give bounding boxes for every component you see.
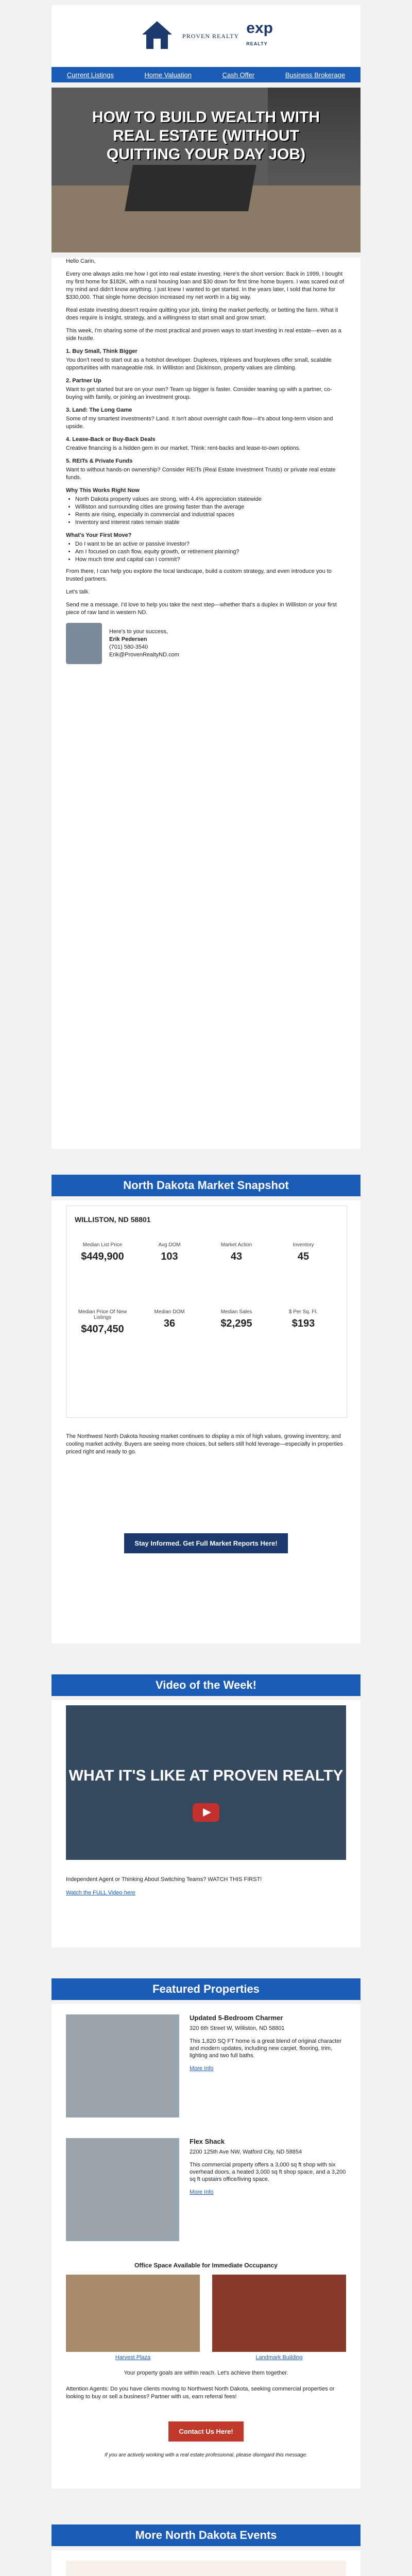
events-title: More North Dakota Events (52, 2524, 360, 2546)
video-title: Video of the Week! (52, 1674, 360, 1696)
property-desc: This 1,820 SQ FT home is a great blend of original character and modern updates, including new carpet, flooring, trim, lighting and two full baths. (190, 2038, 342, 2059)
stat: Median Sales $2,295 (220, 1309, 252, 1329)
property-photo[interactable] (66, 2138, 179, 2241)
list-item: • North Dakota property values are strong, with 4.4% appreciation statewide (75, 496, 346, 503)
nav-business-brokerage[interactable]: Business Brokerage (285, 71, 346, 79)
market-section (52, 1200, 360, 1643)
agent-photo (66, 623, 102, 664)
landmark-link[interactable]: Landmark Building (255, 2354, 303, 2361)
paragraph: This week, I'm sharing some of the most practical and proven ways to start investing in real estate—even as a side hustle. (66, 328, 341, 342)
attention-agents: Attention Agents: Do you have clients moving to Northwest North Dakota, seeking commercial properties or looking to buy or sell a business? Partner with us, earn referral fees! (66, 2386, 335, 2400)
why-list (75, 496, 346, 527)
more-info-link[interactable]: More Info (190, 2065, 214, 2072)
stat: Median DOM 36 (154, 1309, 185, 1329)
sig-name: Erik Pedersen (109, 636, 147, 642)
paragraph: Send me a message. I'd love to help you take the next step—whether that's a duplex in Williston or your first piece of raw land in western ND. (66, 602, 337, 616)
section-text: Creative financing is a hidden gem in our market. Think: rent-backs and lease-to-own options. (66, 445, 301, 451)
property-card (66, 2138, 346, 2257)
property-card (66, 2014, 346, 2133)
section-heading: What's Your First Move? (66, 532, 132, 538)
list-item: • Rents are rising, especially in commercial and industrial spaces (75, 511, 346, 519)
sig-line: Here's to your success, (109, 629, 168, 635)
harvest-plaza-link[interactable]: Harvest Plaza (115, 2354, 151, 2361)
section-heading: Why This Works Right Now (66, 487, 140, 494)
office-text: Your property goals are within reach. Let's achieve them together. (124, 2370, 288, 2376)
next-list (75, 540, 346, 564)
office-title: Office Space Available for Immediate Occupancy (134, 2262, 278, 2269)
nav-home-valuation[interactable]: Home Valuation (144, 71, 192, 79)
video-text: Independent Agent or Thinking About Switching Teams? WATCH THIS FIRST! (66, 1876, 262, 1883)
stat: Median Price Of New Listings $407,450 (78, 1309, 127, 1335)
market-panel (66, 1206, 347, 1418)
section-heading: 5. REITs & Private Funds (66, 458, 133, 464)
video-link[interactable]: Watch the FULL Video here (66, 1890, 135, 1896)
top-nav (52, 67, 360, 82)
header (52, 5, 360, 67)
harvest-plaza-photo[interactable] (66, 2275, 200, 2352)
art-walk-poster[interactable] (66, 2561, 346, 2576)
video-section (52, 1700, 360, 1947)
market-report-button[interactable]: Stay Informed. Get Full Market Reports Here! (124, 1533, 287, 1553)
nav-current-listings[interactable]: Current Listings (66, 71, 114, 79)
laptop-decoration (125, 165, 256, 211)
section-text: Want to get started but are on your own? Team up bigger is faster. Consider teaming up with a partner, co-buying with family, or joining an investment group. (66, 386, 332, 400)
property-title: Flex Shack (190, 2138, 225, 2145)
section-heading: 3. Land: The Long Game (66, 407, 132, 413)
paragraph: Every one always asks me how I got into real estate investing. Here's the short version: Back in 1999, I bought my first home for $182K, with a rural housing loan and $30 down for first time home buyers. I was scared out of my mind and didn't know anything. I just knew I wanted to get started. In the years later, I sold that home for $330,000. That single home decision increased my net worth in a big way. (66, 271, 344, 300)
paragraph: Real estate investing doesn't require quitting your job, timing the market perfectly, or betting the farm. What it does require is insight, strategy, and a willingness to start small and grow smart. (66, 307, 338, 321)
sig-email[interactable]: Erik@ProvenRealtyND.com (109, 652, 179, 658)
exp-logo: exp REALTY (246, 20, 273, 46)
sig-phone[interactable]: (701) 580-3540 (109, 644, 148, 650)
property-address: 2200 125th Ave NW, Watford City, ND 58854 (190, 2149, 302, 2155)
stat: Market Action 43 (220, 1242, 252, 1262)
play-icon[interactable] (193, 1803, 219, 1822)
signature (66, 623, 346, 664)
property-title: Updated 5-Bedroom Charmer (190, 2014, 283, 2022)
greeting: Hello Carin, (66, 258, 96, 264)
market-title: North Dakota Market Snapshot (52, 1175, 360, 1196)
nav-cash-offer[interactable]: Cash Offer (222, 71, 255, 79)
stat: Inventory 45 (293, 1242, 314, 1262)
top-strip (0, 0, 412, 5)
proven-logo-text: PROVEN REALTY (182, 32, 239, 40)
hero-image (52, 88, 360, 252)
more-info-link[interactable]: More Info (190, 2189, 214, 2195)
list-item: • Inventory and interest rates remain stable (75, 519, 346, 527)
paragraph: From there, I can help you explore the local landscape, build a custom strategy, and even introduce you to trusted partners. (66, 568, 332, 582)
section-text: Some of my smartest investments? Land. It isn't about overnight cash flow—it's about long-term vision and upside. (66, 416, 333, 430)
section-heading: 2. Partner Up (66, 378, 101, 384)
video-overlay-text: WHAT IT'S LIKE AT PROVEN REALTY (68, 1767, 344, 1784)
events-section (52, 2550, 360, 2576)
landmark-building-photo[interactable] (212, 2275, 346, 2352)
stat: Avg DOM 103 (158, 1242, 181, 1262)
list-item: • Williston and surrounding cities are growing faster than the average (75, 503, 346, 511)
section-heading: 1. Buy Small, Think Bigger (66, 348, 138, 354)
featured-title: Featured Properties (52, 1978, 360, 2000)
section-text: You don't need to start out as a hotshot developer. Duplexes, triplexes and fourplexes offer small, scalable opportunities with manageable risk. In Williston and Dickinson, property values are climbing. (66, 357, 332, 371)
paragraph: Let's talk. (66, 589, 90, 595)
section-heading: 4. Lease-Back or Buy-Back Deals (66, 436, 156, 443)
market-location: WILLISTON, ND 58801 (75, 1215, 151, 1224)
contact-us-button[interactable]: Contact Us Here! (168, 2421, 243, 2442)
stat: $ Per Sq. Ft. $193 (288, 1309, 318, 1329)
stat: Median List Price $449,900 (81, 1242, 124, 1262)
list-item: • Am I focused on cash flow, equity growth, or retirement planning? (75, 548, 346, 556)
property-photo[interactable] (66, 2014, 179, 2117)
article (52, 258, 360, 1149)
section-text: Want to without hands-on ownership? Consider REITs (Real Estate Investment Trusts) or private real estate funds. (66, 467, 336, 481)
property-address: 320 6th Street W, Williston, ND 58801 (190, 2025, 285, 2031)
property-desc: This commercial property offers a 3,000 sq ft shop with six overhead doors, a heated 3,000 sq ft shop space, and a 3,200 sq ft upstairs office/living space. (190, 2162, 346, 2182)
disclaimer: If you are actively working with a real estate professional, please disregard this message. (104, 2452, 308, 2458)
list-item: • How much time and capital can I commit? (75, 556, 346, 564)
proven-house-logo-icon (139, 18, 175, 54)
hero-title: HOW TO BUILD WEALTH WITH REAL ESTATE (WITHOUT QUITTING YOUR DAY JOB) (92, 109, 320, 163)
video-thumbnail[interactable] (66, 1705, 346, 1860)
list-item: • Do I want to be an active or passive investor? (75, 540, 346, 548)
featured-section (52, 2004, 360, 2488)
market-text: The Northwest North Dakota housing market continues to display a mix of high values, growing inventory, and cooling market activity. Buyers are seeing more choices, but sellers still hold leverage—especially in properties priced right and ready to go. Stay Informed. Get Full Market Reports Here! (66, 1427, 346, 1553)
